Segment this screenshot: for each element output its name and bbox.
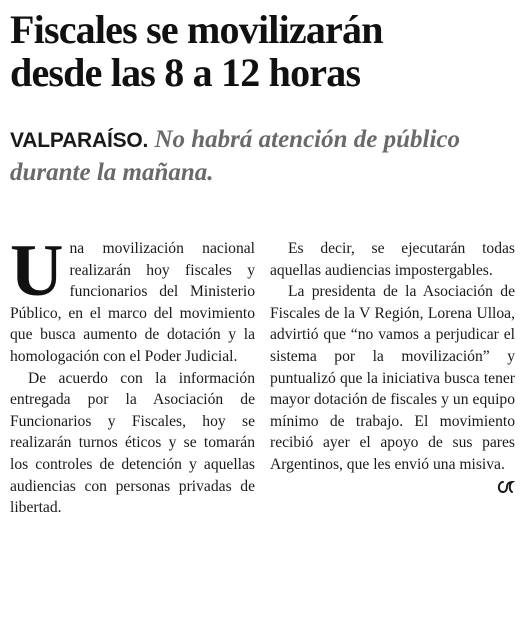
subheadline — [10, 124, 513, 189]
dateline-place: VALPARAÍSO. — [10, 129, 149, 152]
headline-line-1: Fiscales se movilizarán — [10, 7, 383, 52]
headline — [10, 8, 513, 94]
body-paragraph-1-text: na movilización nacional realizarán hoy fiscales y funcionarios del Ministerio Público, en el marco del movimiento que busca aumento de dotación y la homologación con el Poder Judicial. — [10, 240, 255, 365]
subheadline-lede: No habrá atención de público durante la mañana. — [10, 126, 461, 186]
end-of-article-mark-icon — [495, 479, 515, 495]
headline-line-2: desde las 8 a 12 horas — [10, 50, 361, 95]
body-column-left — [10, 230, 255, 519]
body-column-right — [270, 238, 515, 519]
body-paragraph-4-text: La presidenta de la Asociación de Fiscales de la V Región, Lorena Ulloa, advirtió que “no vamos a perjudicar el sistema por la movilización” y puntualizó que la iniciativa busca tener mayor dotación de fiscales y un equipo mínimo de trabajo. El movimiento recibió ayer el apoyo de sus pares Argentinos, que les envió una misiva. — [270, 283, 515, 473]
article-body — [10, 230, 515, 519]
body-paragraph-2: De acuerdo con la información entregada por la Asociación de Funcionarios y Fiscales, hoy se realizarán turnos éticos y se tomarán los controles de detención y aquellas audiencias con personas privadas de libertad. — [10, 369, 255, 517]
body-paragraph-4 — [270, 281, 515, 475]
body-paragraph-1 — [10, 230, 255, 368]
drop-cap: U — [10, 230, 64, 312]
body-paragraph-3: Es decir, se ejecutarán todas aquellas audiencias impostergables. — [270, 240, 515, 279]
